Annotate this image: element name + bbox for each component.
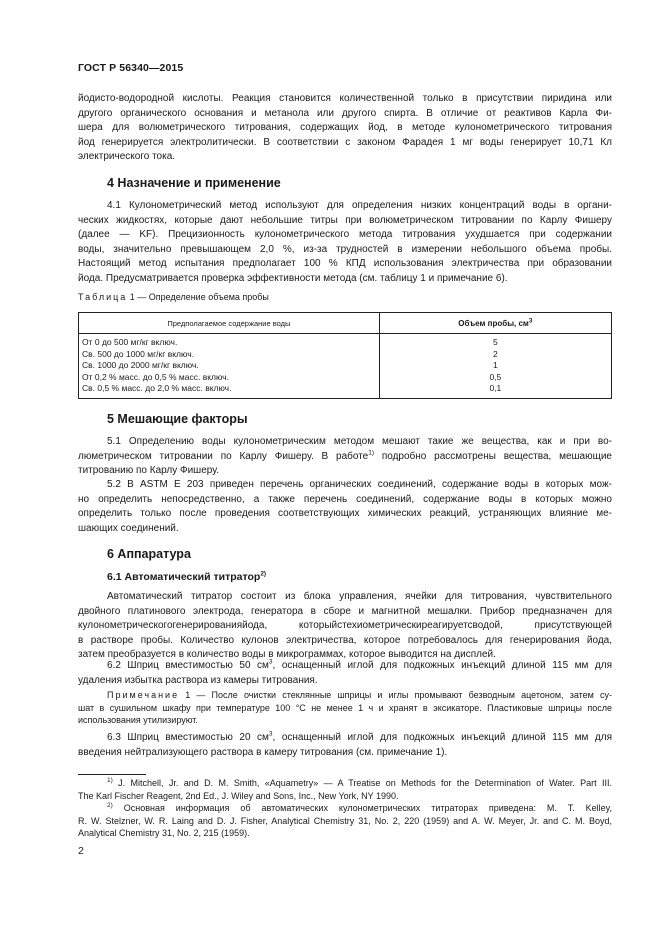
text-line: шат в сушильном шкафу при температуре 100 °С не менее 1 ч и хранят в эксикаторе. Пластиковые шприцы после	[78, 702, 612, 713]
table-header-volume	[379, 313, 611, 334]
text-line: введения нейтрализующего раствора в камеру титрования (см. примечание 1).	[78, 746, 448, 758]
text-fragment: люметрическом титровании по Карлу Фишеру. В работе	[78, 450, 369, 462]
section-6-3-paragraph	[78, 731, 612, 760]
footnote-marker: 1)	[107, 777, 113, 784]
text-fragment: подробно рассмотрены вещества, мешающие	[374, 450, 612, 462]
table-cell: 5	[493, 337, 498, 347]
table-cell: 1	[493, 360, 498, 370]
section-5-title: 5 Мешающие факторы	[107, 412, 248, 426]
footnote-ref: 2)	[260, 570, 267, 578]
text-line: но определить непосредственно, а также перечень соединений, содержание воды в которых можно	[78, 493, 612, 505]
text-line: Настоящий метод испытания предполагает 100 % КПД использования электричества при образовании	[78, 258, 612, 269]
text-fragment: J. Mitchell, Jr. and D. M. Smith, «Aquametry» — A Treatise on Methods for the Determination of Water. Part III.	[112, 778, 612, 788]
text-line	[78, 802, 612, 815]
section-6-2-paragraph	[78, 659, 612, 688]
text-line: (далее — KF). Прецизионность кулонометрического метода титрования ухудшается при содержании	[78, 229, 612, 240]
section-6-1-title-text: 6.1 Автоматический титратор	[107, 571, 261, 583]
footnote-2	[78, 802, 612, 840]
note-1	[78, 689, 612, 727]
section-4-paragraph	[78, 199, 612, 286]
section-5-1-paragraph	[78, 435, 612, 479]
text-line: кулонометрическогогенерированияйода, которыйстехиометрическиреагируетсводой, присутствующей	[78, 620, 612, 631]
text-line: 5.2 В ASTM E 203 приведен перечень органических соединений, содержание воды в которых мож-	[107, 479, 612, 490]
table-cell: Св. 0,5 % масс. до 2,0 % масс. включ.	[82, 383, 232, 393]
note-label: Примечание	[107, 690, 180, 700]
text-line: Автоматический титратор состоит из блока управления, ячейки для титрования, чувствительного	[107, 591, 612, 602]
sample-volume-table	[78, 312, 612, 399]
text-line: использования утилизируют.	[78, 715, 198, 725]
table-header-volume-sup: 3	[528, 316, 533, 324]
text-line: йод генерируется электролитически. В соответствии с законом Фарадея 1 мг воды генерирует 10,71 Кл	[78, 136, 612, 148]
section-6-title: 6 Аппаратура	[107, 547, 191, 561]
footnote-1	[78, 777, 612, 802]
superscript: 3	[268, 731, 273, 738]
table-body-row	[79, 334, 612, 399]
text-line: йодисто-водородной кислоты. Реакция становится количественной только в присутствии пиридина или	[78, 93, 612, 104]
text-fragment: 1 — После очистки стеклянные шприцы и иглы промывают безводным ацетоном, затем су-	[179, 690, 612, 700]
table-caption	[78, 292, 269, 302]
text-line: 5.1 Определению воды кулонометрическим методом мешают такие же вещества, как и при во-	[107, 436, 612, 447]
text-line: в растворе пробы. Количество кулонов электричества, которое потребовалось для генерирования йода,	[78, 634, 612, 646]
table-header-row	[79, 313, 612, 334]
text-line: титрованию по Карлу Фишеру.	[78, 465, 219, 476]
text-fragment: 6.2 Шприц вместимостью 50 см	[107, 660, 269, 671]
table-cell-contents	[79, 334, 380, 399]
table-cell: 0,5	[489, 371, 502, 382]
table-cell-volumes	[379, 334, 611, 399]
table-caption-label: Таблица	[78, 292, 128, 302]
text-line: йода. Предусматривается проверка эффективности метода (см. таблицу 1 и примечание 6).	[78, 272, 508, 284]
text-line: затем преобразуется в количество воды в микрограммах, которое выводится на дисплей.	[78, 649, 496, 660]
text-line: двойного платинового электрода, генератора в сборе и магнитной мешалки. Прибор предназначен для	[78, 605, 612, 617]
section-4-title: 4 Назначение и применение	[107, 176, 281, 190]
text-line: электрического тока.	[78, 151, 176, 162]
text-line: определить только после проведения соответствующих химических реакций, устраняющих влияние ме-	[78, 508, 612, 519]
text-line: ческих жидкостях, которые дают небольшие титры при волюметрическом титровании по Карлу Фишеру	[78, 214, 612, 226]
text-line	[78, 689, 612, 702]
text-line: Analytical Chemistry 31, No. 2, 215 (1959).	[78, 828, 250, 838]
text-line: The Karl Fischer Reagent, 2nd Ed., J. Wiley and Sons, Inc., New York, NY 1990.	[78, 790, 399, 801]
footnote-marker: 2)	[107, 802, 113, 809]
text-line	[78, 731, 612, 746]
document-header: ГОСТ Р 56340—2015	[78, 62, 184, 74]
page-number: 2	[78, 845, 84, 857]
text-line	[78, 450, 612, 465]
section-6-1-paragraph	[78, 590, 612, 663]
table-cell: От 0 до 500 мг/кг включ.	[82, 337, 178, 347]
text-line: воды, значительно превышающем 2,0 %, из-за трудностей в измерении небольшого объема пробы.	[78, 243, 612, 255]
text-line	[78, 659, 612, 674]
table-header-volume-text: Объем пробы, см	[458, 318, 529, 328]
text-line: удаления избытка раствора из камеры титрования.	[78, 674, 318, 686]
footnote-divider	[78, 774, 146, 775]
text-fragment: , оснащенный иглой для подкожных инъекций длиной 115 мм для	[272, 732, 612, 743]
intro-paragraph	[78, 92, 612, 165]
table-header-water-content: Предполагаемое содержание воды	[79, 313, 380, 334]
text-line: другого органического основания и метанола или другого спирта. В отличие от реактивов Карла Фи-	[78, 107, 612, 119]
footnote-ref: 1)	[368, 449, 375, 457]
text-line: R. W. Stelzner, W. R. Laing and D. J. Fisher, Analytical Chemistry 31, No. 2, 220 (1959) and A. W. Meyer, Jr. and C. M. Boyd,	[78, 815, 612, 826]
text-fragment: , оснащенный иглой для подкожных инъекций длиной 115 мм для	[272, 660, 612, 671]
text-line: шающих соединений.	[78, 522, 179, 534]
table-cell: 0,1	[489, 383, 502, 393]
text-line: 4.1 Кулонометрический метод используют для определения низких концентраций воды в органи-	[107, 200, 612, 211]
table-caption-text: 1 — Определение объема пробы	[127, 292, 269, 302]
text-line	[78, 777, 612, 790]
text-fragment: Основная информация об автоматических кулонометрических титраторах приведена: M. T. Kelley,	[112, 803, 612, 813]
text-line: шера для волюметрического титрования, содержащих йод, в методе кулонометрического титрования	[78, 122, 612, 133]
section-5-2-paragraph	[78, 478, 612, 536]
table-cell: Св. 500 до 1000 мг/кг включ.	[82, 348, 194, 359]
superscript: 3	[268, 659, 273, 666]
table-cell: 2	[493, 348, 498, 359]
section-6-1-title	[107, 571, 266, 583]
table-cell: От 0,2 % масс. до 0,5 % масс. включ.	[82, 371, 229, 382]
table-cell: Св. 1000 до 2000 мг/кг включ.	[82, 360, 199, 370]
text-fragment: 6.3 Шприц вместимостью 20 см	[107, 732, 269, 743]
